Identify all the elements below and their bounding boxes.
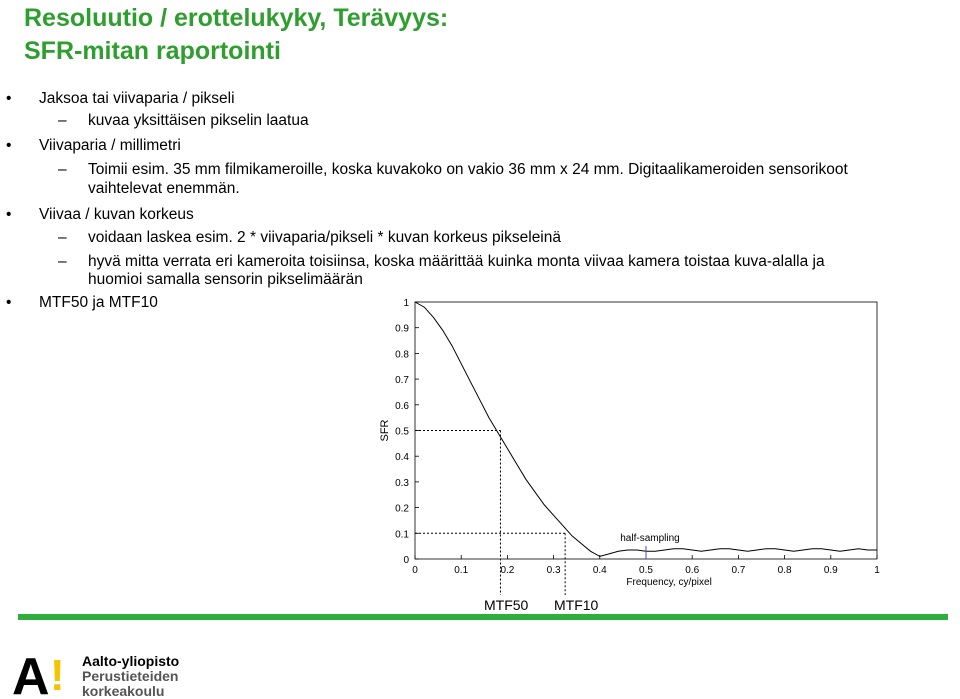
x-tick-label: 0.5: [639, 565, 653, 576]
y-tick-label: 0.8: [395, 349, 409, 361]
title-line-2: SFR-mitan raportointi: [24, 37, 281, 65]
footer-green-bar: [18, 614, 948, 620]
sub-bullet-text-cont: huomioi samalla sensorin pikselimäärän: [88, 271, 363, 288]
y-tick-label: 0.2: [395, 503, 409, 515]
x-tick-label: 0.6: [685, 565, 700, 576]
sub-bullet-text: voidaan laskea esim. 2 * viivaparia/pikseli * kuvan korkeus pikseleinä: [88, 229, 561, 246]
sfr-chart: [370, 290, 890, 595]
bullet-dot: •: [6, 294, 12, 311]
y-tick-label: 0.5: [395, 426, 409, 438]
y-tick-label: 1: [403, 298, 409, 309]
x-tick-label: 0.3: [546, 565, 561, 576]
logo-mark: A: [12, 650, 50, 696]
page-title: [24, 2, 448, 68]
x-tick-label: 0.8: [777, 565, 792, 576]
y-tick-label: 0: [403, 555, 409, 566]
dash-marker: –: [58, 229, 67, 246]
bullet-dot: •: [6, 206, 12, 223]
x-tick-label: 0: [412, 565, 418, 576]
sub-bullet-text-cont: vaihtelevat enemmän.: [88, 180, 240, 197]
logo-accent: !: [50, 651, 65, 696]
mtf50-label: MTF50: [484, 597, 529, 613]
sub-bullet-text: kuvaa yksittäisen pikselin laatua: [88, 112, 309, 129]
dash-marker: –: [58, 161, 67, 178]
dash-marker: –: [58, 253, 67, 270]
logo-line-2: Perustieteiden: [82, 668, 179, 684]
y-tick-label: 0.7: [395, 375, 409, 387]
logo-line-3: korkeakoulu: [82, 683, 165, 699]
logo-line-1: Aalto-yliopisto: [82, 653, 180, 669]
x-tick-label: 0.4: [592, 565, 607, 576]
sub-bullet-text: Toimii esim. 35 mm filmikameroille, koska kuvakoko on vakio 36 mm x 24 mm. Digitaalikameroiden sensorikoot: [88, 161, 848, 178]
half-sampling-label: half-sampling: [620, 533, 680, 545]
y-tick-label: 0.9: [395, 323, 409, 335]
sub-bullet-text: hyvä mitta verrata eri kameroita toisiinsa, koska määrittää kuinka monta viivaa kamera toistaa kuva-alalla ja: [88, 253, 825, 270]
bullet-dot: •: [6, 90, 12, 107]
bullet-text: Viivaparia / millimetri: [39, 137, 181, 154]
x-tick-label: 0.7: [731, 565, 746, 576]
x-tick-label: 0.9: [823, 565, 838, 576]
mtf10-label: MTF10: [554, 597, 599, 613]
y-axis-label: SFR: [379, 419, 391, 442]
bullet-text: Viivaa / kuvan korkeus: [39, 206, 194, 223]
y-tick-label: 0.3: [395, 477, 409, 489]
x-axis-label: Frequency, cy/pixel: [626, 577, 712, 588]
y-tick-label: 0.4: [395, 452, 409, 464]
x-tick-label: 0.2: [500, 565, 515, 576]
x-tick-label: 0.1: [454, 565, 469, 576]
dash-marker: –: [58, 112, 67, 129]
sfr-curve: [415, 302, 877, 556]
title-line-1: Resoluutio / erottelukyky, Terävyys:: [24, 4, 449, 32]
logo-text: [82, 654, 179, 699]
y-tick-label: 0.1: [395, 529, 409, 541]
bullet-dot: •: [6, 137, 12, 154]
aalto-logo-icon: [12, 650, 72, 696]
bullet-text: Jaksoa tai viivaparia / pikseli: [39, 90, 235, 107]
y-tick-label: 0.6: [395, 400, 409, 412]
x-tick-label: 1: [874, 565, 880, 576]
bullet-text: MTF50 ja MTF10: [39, 294, 158, 311]
